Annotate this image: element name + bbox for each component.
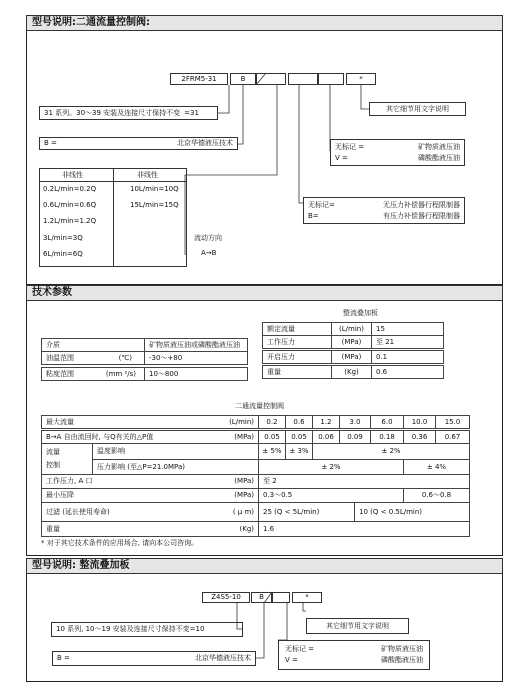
flow-item-3: 3L/min=3Q [43,234,83,242]
plate-value-2: 0.1 [371,350,444,364]
work-pressure-value: 至 2 [258,474,470,489]
weight-unit: (Kg) [239,524,254,533]
plate-maker-box [52,651,256,666]
plate-unit-1: (MPa) [331,335,372,349]
medium-name-1-text: 油温范围 [46,353,74,362]
other-note: 其它细节用文字说明 [386,104,449,113]
work-pressure-label: 工作压力, A 口 [46,477,93,485]
fluid-mineral: 矿物质液压油 [418,142,460,151]
fluid-key-v: V = [335,153,348,162]
plate-value-0: 15 [371,322,444,336]
weight-label: 重量 [46,524,60,533]
min-drop-label: 最小压降 [46,491,74,499]
valve-table-title: 二通流量控制阀 [235,402,284,410]
flow-control-group [41,443,93,475]
max-flow-v6: 10.0 [403,415,436,429]
comp-key-b: B= [308,211,319,220]
compensator-box [303,197,465,224]
max-flow-v2: 0.6 [285,415,313,429]
plate-code-star-box [292,592,322,603]
plate-unit-3: (Kg) [331,365,372,379]
plate-name-3: 重量 [262,365,332,379]
model-code: 2FRM5-31 [181,74,217,83]
temp-effect-v1: ± 5% [258,443,286,460]
flow-item-15: 15L/min=15Q [130,201,179,209]
plate-series-box [51,622,243,637]
plate-value-3: 0.6 [371,365,444,379]
work-pressure-unit: (MPa) [234,477,254,485]
plate-code-star: * [305,593,309,601]
flow-item-6: 6L/min=6Q [43,250,83,258]
plate-other-note: 其它细节用文字说明 [326,621,389,630]
plate-name-2: 开启压力 [262,350,332,364]
ba-flow-v6: 0.36 [403,430,436,444]
code-star: * [359,74,363,83]
plate-fluid-key-none: 无标记 = [285,645,315,653]
medium-name-2-text: 粘度范围 [46,369,74,378]
weight-value: 1.6 [258,521,470,537]
model-code-box [170,73,228,85]
plate-model-code-box [202,592,250,603]
ba-flow-v7: 0.67 [435,430,470,444]
flow-header-right: 非线性 [137,171,158,179]
temp-effect-v2: ± 3% [285,443,313,460]
max-flow-v3: 1.2 [312,415,340,429]
plate-other-note-box [306,618,409,634]
plate-fluid-key-v: V = [285,656,298,664]
ba-flow-label: B→A 自由流回时, 与Q有关的△P值 [46,432,154,441]
plate-table-title: 整流叠加板 [343,309,378,317]
direction-label: 流动方向 [194,234,222,242]
direction-value: A→B [201,249,217,257]
press-effect-name: 压力影响 (至△P=21.0MPa) [92,459,259,475]
flow-header-left: 非线性 [62,171,83,179]
medium-value-1: -30～+80 [144,351,248,365]
series-box [39,106,218,120]
plate-maker-key: B = [57,654,70,662]
code-b-box [230,73,256,85]
max-flow-label: 最大流量 [46,417,74,426]
weight-name [41,521,259,537]
code-b: B [240,74,246,83]
press-effect-v1: ± 2% [258,459,404,475]
plate-maker-value: 北京华德液压技术 [195,654,251,662]
max-flow-v1: 0.2 [258,415,286,429]
section-title-plate: 型号说明: 整流叠加板 [26,558,503,574]
plate-code-slash-box [272,592,290,603]
plate-unit-2: (MPa) [331,350,372,364]
plate-series-text: 10 系列, 10～19 安装及连接尺寸保持不变=10 [56,625,205,633]
ba-flow-v5: 0.18 [370,430,404,444]
plate-fluid-phosphate: 磷酸酯液压油 [381,656,423,664]
code-blank-box [288,73,318,85]
other-note-box [369,102,466,116]
plate-name-1: 工作压力 [262,335,332,349]
flow-item-10: 10L/min=10Q [130,185,179,193]
flow-item-1.2: 1.2L/min=1.2Q [43,217,97,225]
plate-code-b: B [259,593,264,601]
temp-effect-v3: ± 2% [312,443,470,460]
max-flow-unit: (L/min) [229,417,254,426]
max-flow-v4: 3.0 [339,415,371,429]
maker-key: B = [44,139,57,147]
filter-name [41,502,259,522]
min-drop-name [41,488,259,503]
comp-key-none: 无标记= [308,200,335,209]
series-text: 31 系列。30～39 安装及连接尺寸保持不变 [44,108,181,117]
medium-name-1 [41,351,145,365]
min-drop-v1: 0.3～0.5 [258,488,404,503]
fluid-box [330,139,465,166]
flow-item-0.6: 0.6L/min=0.6Q [43,201,97,209]
medium-value-0: 矿物质液压油或磷酸酯液压油 [144,338,248,352]
plate-model-code: Z4S5-10 [211,593,241,601]
max-flow-v5: 6.0 [370,415,404,429]
temp-effect-name: 温度影响 [92,443,259,460]
press-effect-v2: ± 4% [403,459,470,475]
plate-code-b-box [251,592,272,603]
filter-v2: 10 (Q < 0.5L/min) [354,502,470,522]
filter-unit: ( μ m) [232,507,254,516]
medium-name-0: 介质 [41,338,145,352]
footnote: * 对于其它技术条件的应用场合, 请向本公司咨询。 [41,539,199,547]
fluid-phosphate: 磷酸酯液压油 [418,153,460,162]
plate-value-1: 至 21 [371,335,444,349]
filter-label: 过滤 (延长使用寿命) [46,507,110,516]
code-slash-box [256,73,286,85]
ba-flow-v1: 0.05 [258,430,286,444]
ba-flow-unit: (MPa) [234,432,254,441]
max-flow-name [41,415,259,429]
filter-v1: 25 (Q < 5L/min) [258,502,355,522]
min-drop-v2: 0.6～0.8 [403,488,470,503]
medium-unit-2: (mm ²/s) [105,369,136,378]
max-flow-v7: 15.0 [435,415,470,429]
flow-control-label-2: 控制 [46,461,60,469]
flow-control-label-1: 流量 [46,448,60,456]
medium-name-2 [41,367,145,381]
ba-flow-v2: 0.05 [285,430,313,444]
code-blank-box-2 [318,73,344,85]
code-star-box [346,73,376,85]
flow-col-divider [113,168,114,267]
plate-fluid-mineral: 矿物质液压油 [381,645,423,653]
flow-item-0.2: 0.2L/min=0.2Q [43,185,97,193]
comp-without: 无压力补偿器行程限制器 [383,200,460,209]
plate-unit-0: (L/min) [331,322,372,336]
medium-value-2: 10～800 [144,367,248,381]
section-title-model: 型号说明:二通流量控制阀: [26,15,503,31]
ba-flow-name [41,430,259,444]
plate-name-0: 额定流量 [262,322,332,336]
section-title-tech: 技术参数 [26,285,503,301]
work-pressure-name [41,474,259,489]
fluid-key-none: 无标记 = [335,142,365,151]
ba-flow-v3: 0.06 [312,430,340,444]
min-drop-unit: (MPa) [234,491,254,499]
plate-fluid-box [278,640,430,670]
series-value: =31 [184,108,199,117]
comp-with: 有压力补偿器行程限制器 [383,211,460,220]
ba-flow-v4: 0.09 [339,430,371,444]
medium-unit-1: (℃) [118,353,132,362]
maker-value: 北京华德液压技术 [177,139,233,147]
maker-box [39,137,238,150]
